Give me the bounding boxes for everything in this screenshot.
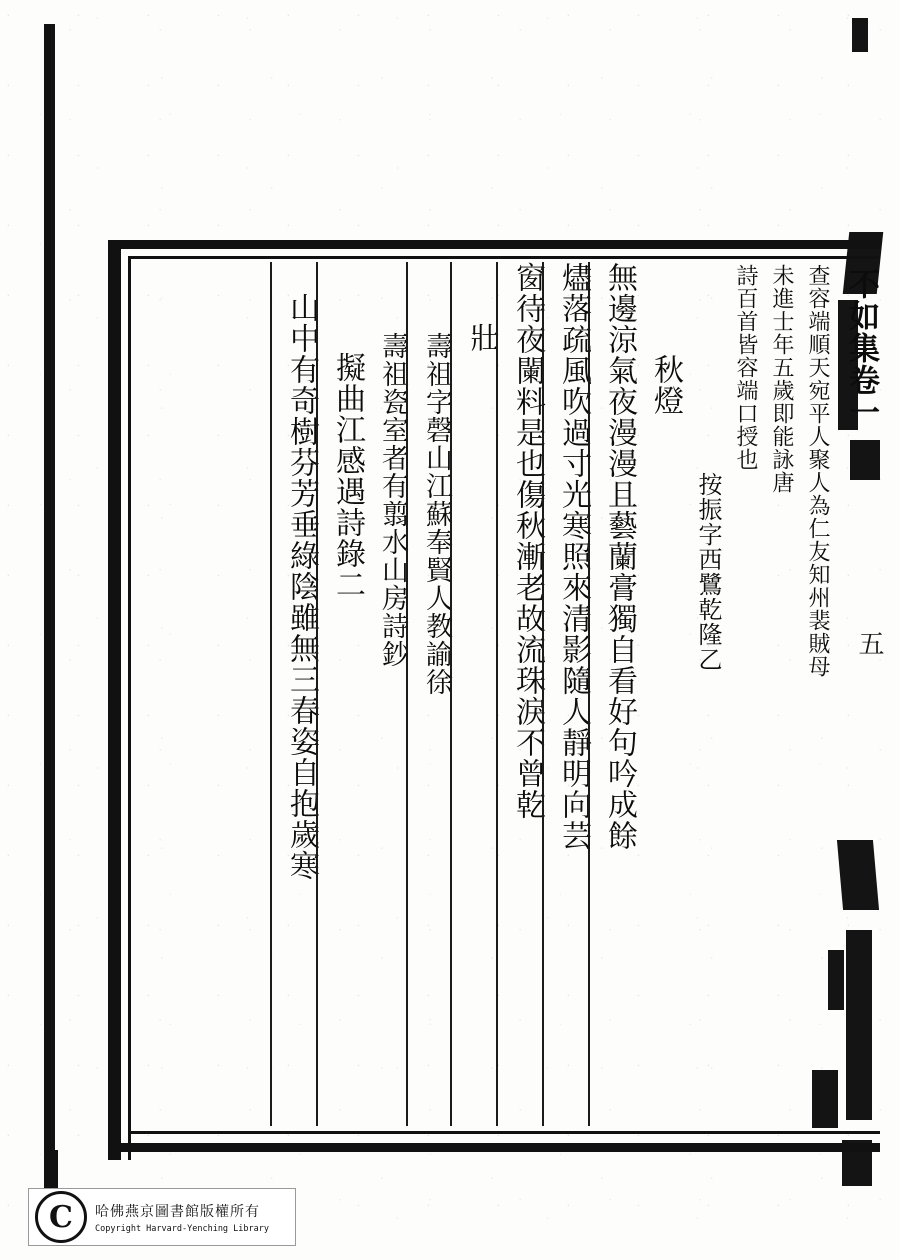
column-verse-3: 窗待夜闌料是也傷秋漸老故流珠淚不曾乾 xyxy=(496,262,542,1126)
stamp-english-text: Copyright Harvard-Yenching Library xyxy=(95,1223,269,1234)
stamp-text-group xyxy=(95,1201,269,1234)
edge-mark xyxy=(852,18,868,52)
column-annotation-2: 未進士年五歲即能詠唐 xyxy=(769,264,794,494)
column-annotation-4: 按振字西鷺乾隆乙 xyxy=(694,472,722,672)
column-poem-title-2: 壯 xyxy=(450,262,496,1126)
copyright-icon: C xyxy=(35,1191,87,1243)
binding-edge-left xyxy=(44,24,55,1184)
column-verse-4: 山中有奇樹芬芳垂綠陰雖無三春姿自抱歲寒 xyxy=(270,262,316,1126)
folio-number: 五 xyxy=(854,630,884,656)
column-annotation-5: 壽祖字磬山江蘇奉賢人教諭徐 xyxy=(406,262,450,1126)
column-verse-1: 無邊涼氣夜漫漫且藝蘭膏獨自看好句吟成餘 xyxy=(588,262,634,1126)
column-book-title: 不如集卷一 xyxy=(843,268,879,428)
column-verse-2: 燼落疏風吹過寸光寒照來清影隨人靜明向芸 xyxy=(542,262,588,1126)
column-annotation-3: 詩百首皆容端口授也 xyxy=(733,264,758,471)
column-poem-title-3: 擬曲江感遇詩錄二 xyxy=(316,262,362,1126)
frame-bottom-inner-border xyxy=(128,1131,880,1134)
frame-bottom-border xyxy=(108,1143,880,1152)
column-annotation-6: 壽祖瓷室者有翦水山房詩鈔 xyxy=(377,332,408,668)
column-annotation-1: 查容端順天宛平人聚人為仁友知州裴賊母 xyxy=(805,264,830,678)
text-block xyxy=(108,240,880,1160)
stamp-chinese-text: 哈佛燕京圖書館版權所有 xyxy=(95,1203,260,1220)
column-poem-title-1: 秋燈 xyxy=(648,354,683,416)
vertical-text-columns xyxy=(134,262,879,1126)
library-copyright-stamp xyxy=(28,1188,296,1246)
